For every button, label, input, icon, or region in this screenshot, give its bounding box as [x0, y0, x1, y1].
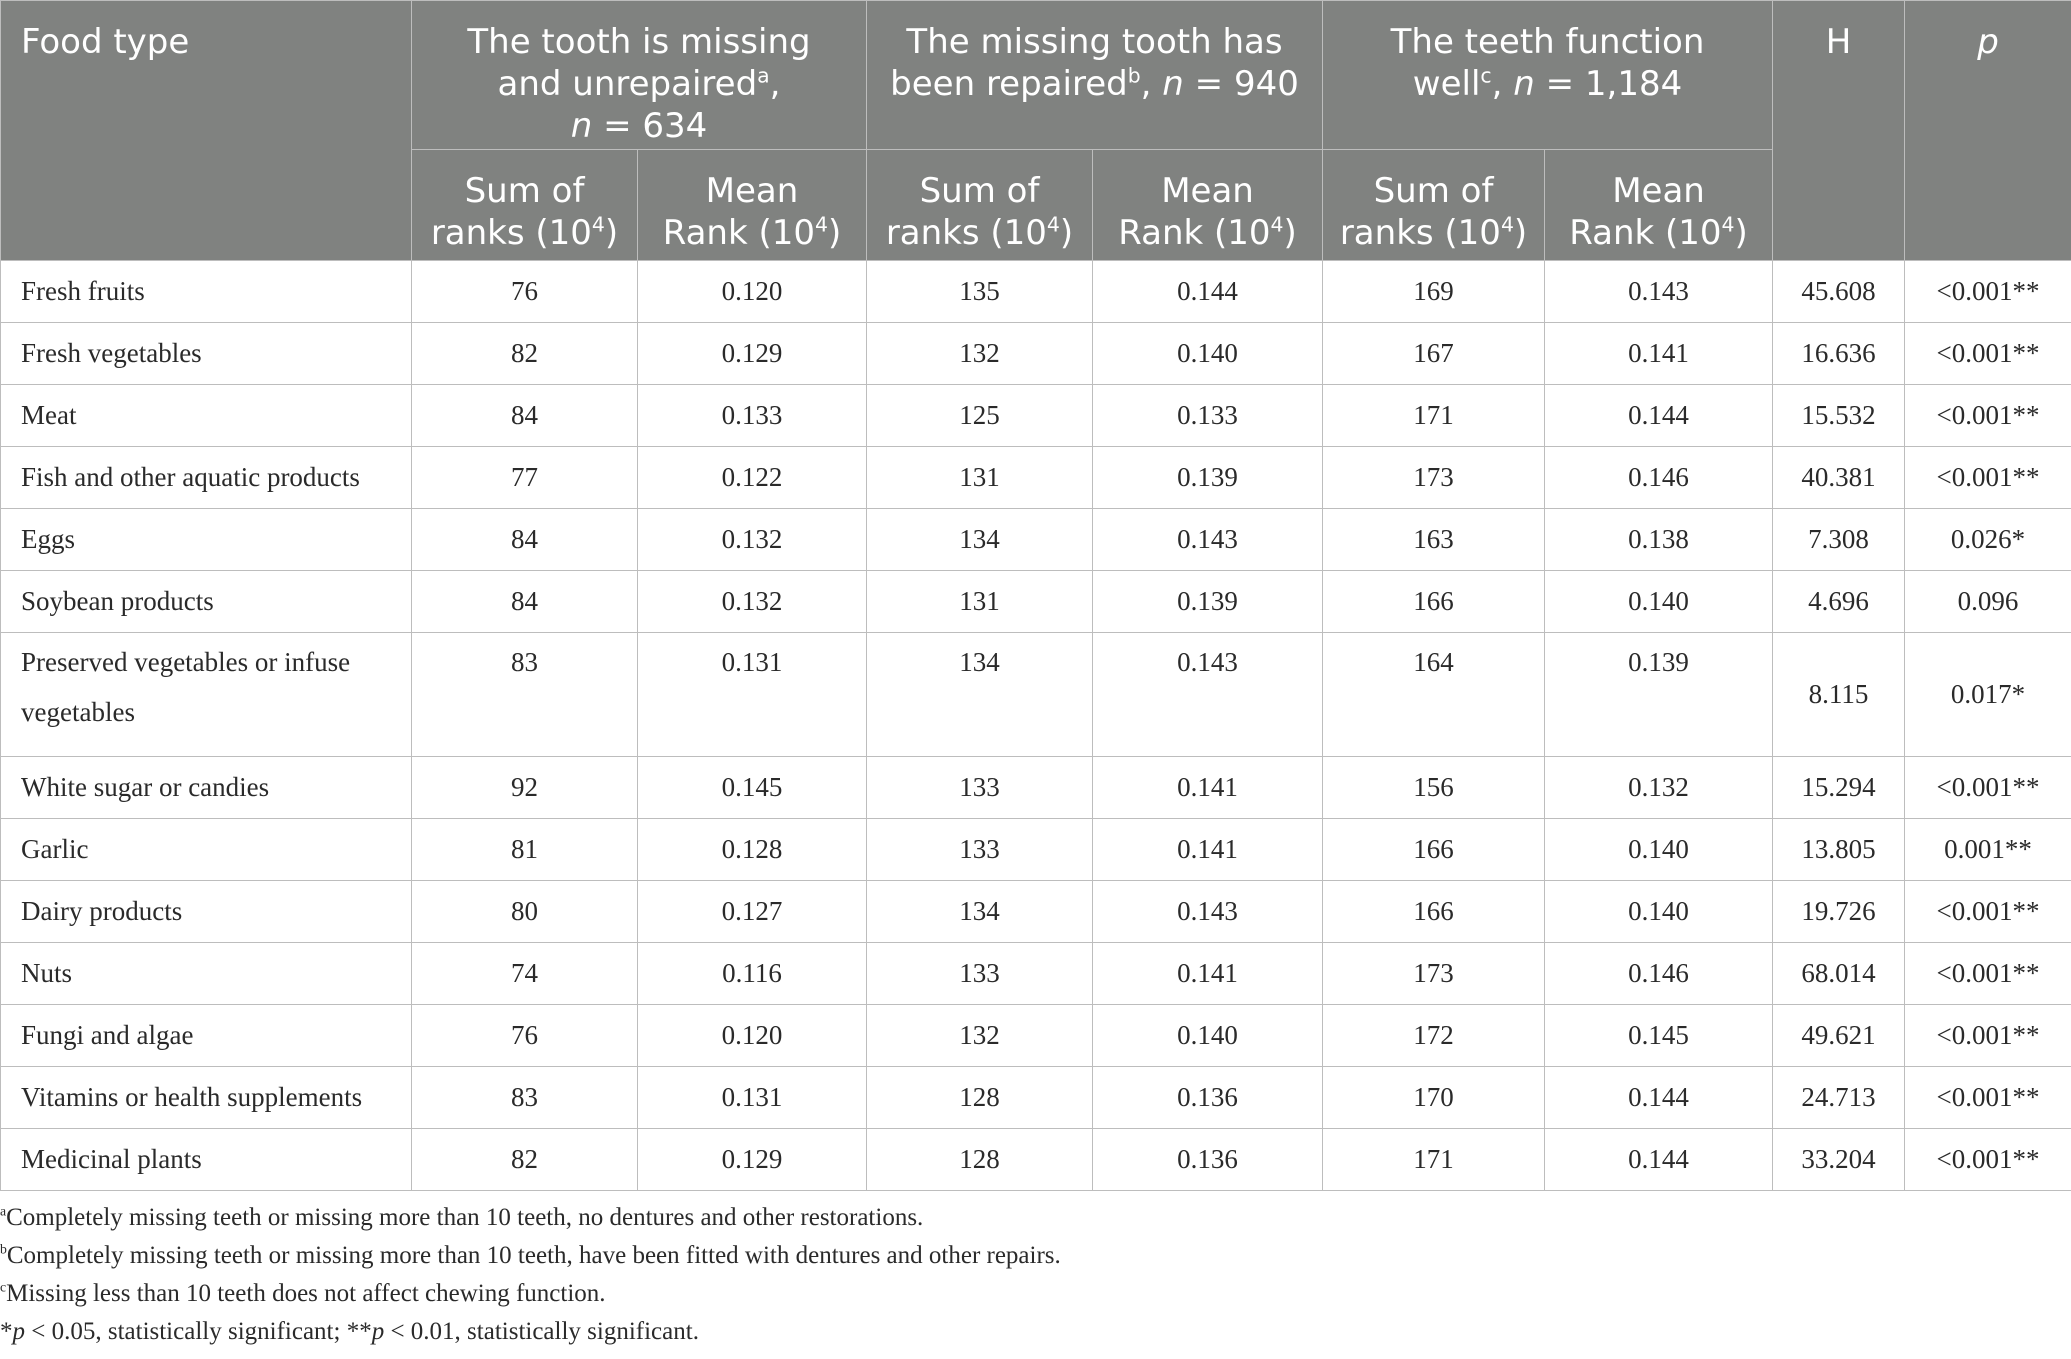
cell-c-sum: 167: [1323, 323, 1545, 385]
cell-b-sum: 134: [867, 881, 1093, 943]
cell-h: 4.696: [1773, 571, 1905, 633]
cell-food: Fish and other aquatic products: [1, 447, 412, 509]
footnote-c: $^c$Missing less than 10 teeth does not affect chewing function.: [0, 1279, 606, 1307]
cell-h: 33.204: [1773, 1129, 1905, 1191]
cell-b-sum: 134: [867, 633, 1093, 757]
cell-p: <0.001**: [1905, 757, 2071, 819]
cell-b-sum: 133: [867, 757, 1093, 819]
cell-c-mean: 0.140: [1545, 881, 1773, 943]
cell-food: Vitamins or health supplements: [1, 1067, 412, 1129]
cell-a-mean: 0.129: [638, 323, 867, 385]
cell-h: 40.381: [1773, 447, 1905, 509]
cell-c-mean: 0.141: [1545, 323, 1773, 385]
cell-p: <0.001**: [1905, 943, 2071, 1005]
cell-c-mean: 0.144: [1545, 1067, 1773, 1129]
cell-b-mean: 0.143: [1093, 881, 1323, 943]
cell-h: 49.621: [1773, 1005, 1905, 1067]
cell-a-mean: 0.127: [638, 881, 867, 943]
cell-a-sum: 82: [412, 323, 638, 385]
cell-h: 16.636: [1773, 323, 1905, 385]
cell-a-mean: 0.120: [638, 1005, 867, 1067]
cell-c-sum: 166: [1323, 819, 1545, 881]
table-body: [1, 261, 2071, 1191]
cell-b-sum: 135: [867, 261, 1093, 323]
cell-c-sum: 166: [1323, 571, 1545, 633]
cell-h: 68.014: [1773, 943, 1905, 1005]
table-row: [1, 1129, 2071, 1191]
cell-p: 0.017*: [1905, 633, 2071, 757]
cell-p: <0.001**: [1905, 1129, 2071, 1191]
cell-a-mean: 0.132: [638, 571, 867, 633]
cell-a-sum: 84: [412, 385, 638, 447]
subheader-b-sum: Sum of ranks $(10^4)$: [867, 150, 1093, 261]
cell-a-sum: 80: [412, 881, 638, 943]
cell-b-sum: 128: [867, 1129, 1093, 1191]
cell-food: Medicinal plants: [1, 1129, 412, 1191]
table-row: [1, 323, 2071, 385]
cell-b-mean: 0.143: [1093, 633, 1323, 757]
cell-b-sum: 133: [867, 819, 1093, 881]
table-footnotes: [0, 1199, 2071, 1351]
header-row-groups: [1, 1, 2071, 150]
cell-h: 15.532: [1773, 385, 1905, 447]
cell-c-mean: 0.140: [1545, 571, 1773, 633]
cell-a-mean: 0.131: [638, 633, 867, 757]
header-food-type: Food type: [1, 1, 412, 261]
cell-p: <0.001**: [1905, 323, 2071, 385]
cell-b-mean: 0.141: [1093, 757, 1323, 819]
cell-c-mean: 0.144: [1545, 1129, 1773, 1191]
cell-b-sum: 132: [867, 1005, 1093, 1067]
cell-p: 0.096: [1905, 571, 2071, 633]
subheader-a-mean: Mean Rank $(10^4)$: [638, 150, 867, 261]
cell-food: Fresh vegetables: [1, 323, 412, 385]
cell-h: 15.294: [1773, 757, 1905, 819]
cell-p: 0.001**: [1905, 819, 2071, 881]
cell-h: 24.713: [1773, 1067, 1905, 1129]
cell-c-sum: 166: [1323, 881, 1545, 943]
cell-b-sum: 132: [867, 323, 1093, 385]
cell-b-mean: 0.143: [1093, 509, 1323, 571]
cell-food: Meat: [1, 385, 412, 447]
cell-food: Fungi and algae: [1, 1005, 412, 1067]
cell-a-mean: 0.145: [638, 757, 867, 819]
cell-b-sum: 131: [867, 447, 1093, 509]
cell-b-mean: 0.140: [1093, 1005, 1323, 1067]
cell-c-mean: 0.144: [1545, 385, 1773, 447]
cell-a-mean: 0.133: [638, 385, 867, 447]
cell-p: <0.001**: [1905, 1067, 2071, 1129]
cell-c-sum: 164: [1323, 633, 1545, 757]
group-b-line1: The missing tooth has: [906, 22, 1283, 62]
cell-b-mean: 0.140: [1093, 323, 1323, 385]
cell-b-sum: 133: [867, 943, 1093, 1005]
cell-c-mean: 0.146: [1545, 447, 1773, 509]
subheader-c-sum: Sum of ranks $(10^4)$: [1323, 150, 1545, 261]
cell-a-sum: 76: [412, 1005, 638, 1067]
table-row: [1, 757, 2071, 819]
cell-c-sum: 170: [1323, 1067, 1545, 1129]
table-row: [1, 943, 2071, 1005]
cell-b-mean: 0.144: [1093, 261, 1323, 323]
cell-h: 45.608: [1773, 261, 1905, 323]
subheader-c-mean: Mean Rank $(10^4)$: [1545, 150, 1773, 261]
group-b-line2: been repaired$^b$, n = 940: [890, 63, 1299, 104]
footnote-a: $^a$Completely missing teeth or missing more than 10 teeth, no dentures and other restorations.: [0, 1203, 924, 1231]
cell-c-sum: 173: [1323, 447, 1545, 509]
cell-a-mean: 0.128: [638, 819, 867, 881]
cell-food: White sugar or candies: [1, 757, 412, 819]
cell-a-mean: 0.131: [638, 1067, 867, 1129]
cell-a-sum: 74: [412, 943, 638, 1005]
cell-b-sum: 125: [867, 385, 1093, 447]
cell-c-sum: 173: [1323, 943, 1545, 1005]
cell-a-sum: 81: [412, 819, 638, 881]
group-a-line2: and unrepaired$^a$,: [497, 63, 781, 104]
table-row: [1, 881, 2071, 943]
cell-b-mean: 0.133: [1093, 385, 1323, 447]
cell-c-sum: 171: [1323, 385, 1545, 447]
cell-h: 8.115: [1773, 633, 1905, 757]
cell-a-mean: 0.129: [638, 1129, 867, 1191]
cell-c-sum: 163: [1323, 509, 1545, 571]
cell-p: <0.001**: [1905, 261, 2071, 323]
cell-a-mean: 0.122: [638, 447, 867, 509]
footnote-significance: *p < 0.05, statistically significant; **p < 0.01, statistically significant.: [0, 1318, 699, 1345]
cell-c-mean: 0.132: [1545, 757, 1773, 819]
cell-c-sum: 171: [1323, 1129, 1545, 1191]
table-header: [1, 1, 2071, 261]
cell-a-sum: 84: [412, 509, 638, 571]
cell-a-sum: 84: [412, 571, 638, 633]
cell-b-sum: 128: [867, 1067, 1093, 1129]
cell-food: Garlic: [1, 819, 412, 881]
header-p: p: [1905, 1, 2071, 261]
cell-c-sum: 156: [1323, 757, 1545, 819]
cell-a-mean: 0.132: [638, 509, 867, 571]
table-row: [1, 447, 2071, 509]
cell-c-mean: 0.138: [1545, 509, 1773, 571]
cell-b-mean: 0.139: [1093, 447, 1323, 509]
cell-a-sum: 83: [412, 1067, 638, 1129]
header-h: H: [1773, 1, 1905, 261]
cell-b-mean: 0.141: [1093, 819, 1323, 881]
cell-food: Eggs: [1, 509, 412, 571]
cell-a-sum: 77: [412, 447, 638, 509]
header-group-repaired: [867, 1, 1323, 150]
cell-c-mean: 0.146: [1545, 943, 1773, 1005]
table-row: [1, 1005, 2071, 1067]
cell-c-sum: 172: [1323, 1005, 1545, 1067]
group-a-n: n = 634: [570, 106, 708, 146]
cell-a-sum: 83: [412, 633, 638, 757]
cell-food: Soybean products: [1, 571, 412, 633]
cell-a-sum: 76: [412, 261, 638, 323]
cell-a-mean: 0.116: [638, 943, 867, 1005]
table-row: [1, 633, 2071, 757]
cell-a-sum: 82: [412, 1129, 638, 1191]
table-row: [1, 261, 2071, 323]
header-group-function-well: [1323, 1, 1773, 150]
group-c-line2: well$^c$, n = 1,184: [1412, 63, 1683, 104]
table-row: [1, 1067, 2071, 1129]
cell-food: Nuts: [1, 943, 412, 1005]
cell-b-mean: 0.141: [1093, 943, 1323, 1005]
subheader-b-mean: Mean Rank $(10^4)$: [1093, 150, 1323, 261]
cell-h: 13.805: [1773, 819, 1905, 881]
group-c-line1: The teeth function: [1390, 22, 1705, 62]
group-a-line1: The tooth is missing: [467, 22, 811, 62]
cell-a-sum: 92: [412, 757, 638, 819]
cell-food: Fresh fruits: [1, 261, 412, 323]
cell-p: <0.001**: [1905, 881, 2071, 943]
cell-c-mean: 0.145: [1545, 1005, 1773, 1067]
table-row: [1, 385, 2071, 447]
cell-b-sum: 131: [867, 571, 1093, 633]
cell-a-mean: 0.120: [638, 261, 867, 323]
cell-p: <0.001**: [1905, 1005, 2071, 1067]
cell-c-mean: 0.140: [1545, 819, 1773, 881]
cell-food: Dairy products: [1, 881, 412, 943]
cell-c-sum: 169: [1323, 261, 1545, 323]
cell-food: Preserved vegetables or infuse vegetables: [1, 633, 412, 757]
cell-p: 0.026*: [1905, 509, 2071, 571]
cell-b-mean: 0.136: [1093, 1129, 1323, 1191]
footnote-b: $^b$Completely missing teeth or missing more than 10 teeth, have been fitted with dentures and other repairs.: [0, 1241, 1061, 1269]
cell-b-mean: 0.136: [1093, 1067, 1323, 1129]
cell-b-sum: 134: [867, 509, 1093, 571]
cell-h: 7.308: [1773, 509, 1905, 571]
cell-c-mean: 0.139: [1545, 633, 1773, 757]
cell-h: 19.726: [1773, 881, 1905, 943]
table-row: [1, 509, 2071, 571]
table-row: [1, 819, 2071, 881]
header-group-missing-unrepaired: [412, 1, 867, 150]
cell-c-mean: 0.143: [1545, 261, 1773, 323]
table-row: [1, 571, 2071, 633]
subheader-a-sum: Sum of ranks $(10^4)$: [412, 150, 638, 261]
cell-p: <0.001**: [1905, 385, 2071, 447]
cell-p: <0.001**: [1905, 447, 2071, 509]
cell-b-mean: 0.139: [1093, 571, 1323, 633]
